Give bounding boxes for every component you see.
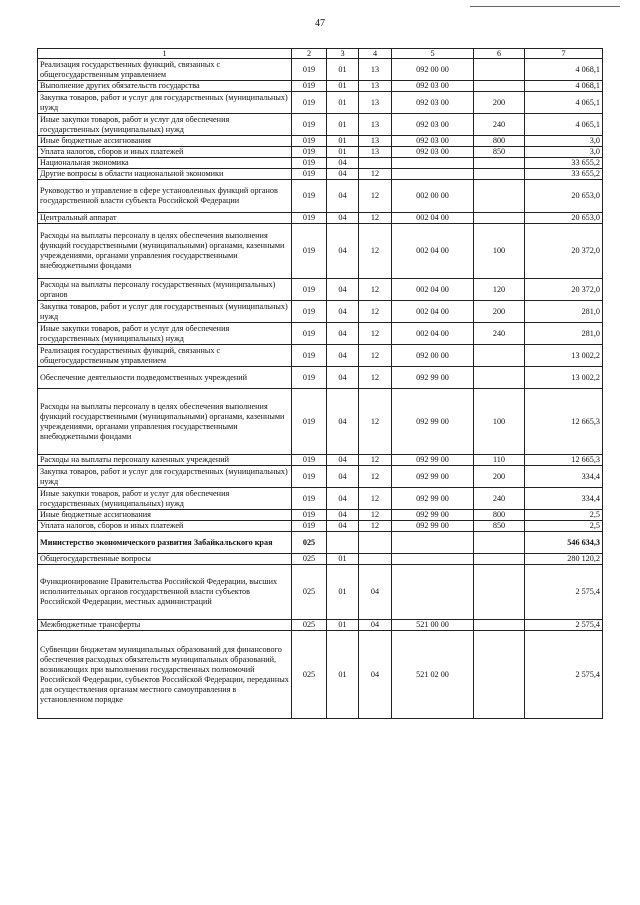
row-name: Уплата налогов, сборов и иных платежей (38, 521, 292, 532)
ministry-code: 025 (292, 565, 327, 620)
row-name: Иные бюджетные ассигнования (38, 510, 292, 521)
table-row (38, 180, 603, 213)
subsection-code: 12 (359, 345, 392, 367)
subsection-code: 04 (359, 631, 392, 719)
expense-type-code (474, 59, 525, 81)
table-row (38, 554, 603, 565)
row-name: Другие вопросы в области национальной экономики (38, 169, 292, 180)
table-row (38, 367, 603, 389)
expense-type-code: 100 (474, 224, 525, 279)
section-code: 04 (327, 158, 359, 169)
table-row (38, 565, 603, 620)
target-code: 002 04 00 (392, 213, 474, 224)
expense-type-code: 120 (474, 279, 525, 301)
section-code: 04 (327, 521, 359, 532)
subsection-code: 12 (359, 180, 392, 213)
expense-type-code (474, 620, 525, 631)
target-code: 002 04 00 (392, 224, 474, 279)
amount: 33 655,2 (525, 158, 603, 169)
ministry-code: 019 (292, 389, 327, 455)
amount: 281,0 (525, 323, 603, 345)
section-code: 04 (327, 224, 359, 279)
expense-type-code: 100 (474, 389, 525, 455)
ministry-code: 019 (292, 466, 327, 488)
section-code: 01 (327, 565, 359, 620)
amount: 280 120,2 (525, 554, 603, 565)
ministry-code: 019 (292, 158, 327, 169)
target-code: 002 04 00 (392, 279, 474, 301)
target-code: 092 99 00 (392, 521, 474, 532)
ministry-code: 019 (292, 367, 327, 389)
section-code: 04 (327, 488, 359, 510)
row-name: Выполнение других обязательств государства (38, 81, 292, 92)
target-code: 002 04 00 (392, 323, 474, 345)
target-code: 521 00 00 (392, 620, 474, 631)
section-code: 04 (327, 510, 359, 521)
table-row (38, 455, 603, 466)
target-code (392, 169, 474, 180)
expense-type-code: 200 (474, 466, 525, 488)
expense-type-code: 240 (474, 114, 525, 136)
target-code (392, 565, 474, 620)
subsection-code: 13 (359, 81, 392, 92)
table-row (38, 620, 603, 631)
table-row (38, 169, 603, 180)
amount: 4 065,1 (525, 92, 603, 114)
table-row (38, 510, 603, 521)
section-code: 01 (327, 147, 359, 158)
ministry-code: 025 (292, 631, 327, 719)
subsection-code: 12 (359, 224, 392, 279)
section-code: 04 (327, 180, 359, 213)
row-name: Реализация государственных функций, связанных с общегосударственным управлением (38, 345, 292, 367)
table-header-row (38, 49, 603, 59)
target-code: 092 99 00 (392, 455, 474, 466)
expense-type-code: 800 (474, 510, 525, 521)
subsection-code: 12 (359, 367, 392, 389)
ministry-code: 019 (292, 323, 327, 345)
amount: 334,4 (525, 488, 603, 510)
table-row (38, 532, 603, 554)
amount: 20 372,0 (525, 279, 603, 301)
ministry-code: 019 (292, 345, 327, 367)
target-code (392, 532, 474, 554)
subsection-code: 12 (359, 488, 392, 510)
target-code: 092 03 00 (392, 147, 474, 158)
row-name: Министерство экономического развития Забайкальского края (38, 532, 292, 554)
row-name: Расходы на выплаты персоналу в целях обеспечения выполнения функций государственными (муниципальными) органами, казенными учреждениями, органами управления государственными внебюджетными фондами (38, 389, 292, 455)
expense-type-code (474, 81, 525, 92)
expense-type-code (474, 169, 525, 180)
subsection-code: 12 (359, 169, 392, 180)
expense-type-code (474, 532, 525, 554)
section-code: 04 (327, 466, 359, 488)
amount: 4 068,1 (525, 59, 603, 81)
ministry-code: 019 (292, 169, 327, 180)
subsection-code (359, 532, 392, 554)
table-row (38, 92, 603, 114)
top-rule (470, 6, 620, 7)
table-row (38, 488, 603, 510)
header-cell: 4 (359, 49, 392, 59)
row-name: Иные закупки товаров, работ и услуг для обеспечения государственных (муниципальных) нужд (38, 114, 292, 136)
ministry-code: 019 (292, 180, 327, 213)
amount: 546 634,3 (525, 532, 603, 554)
ministry-code: 019 (292, 213, 327, 224)
ministry-code: 019 (292, 279, 327, 301)
section-code: 01 (327, 631, 359, 719)
amount: 4 065,1 (525, 114, 603, 136)
section-code: 04 (327, 345, 359, 367)
ministry-code: 019 (292, 147, 327, 158)
subsection-code: 12 (359, 455, 392, 466)
row-name: Расходы на выплаты персоналу государственных (муниципальных) органов (38, 279, 292, 301)
row-name: Иные бюджетные ассигнования (38, 136, 292, 147)
section-code: 01 (327, 81, 359, 92)
table-row (38, 631, 603, 719)
target-code: 002 04 00 (392, 301, 474, 323)
amount: 2,5 (525, 521, 603, 532)
subsection-code: 13 (359, 114, 392, 136)
section-code: 01 (327, 554, 359, 565)
amount: 20 653,0 (525, 180, 603, 213)
expense-type-code: 240 (474, 323, 525, 345)
subsection-code: 12 (359, 521, 392, 532)
table-row (38, 224, 603, 279)
subsection-code: 04 (359, 620, 392, 631)
row-name: Национальная экономика (38, 158, 292, 169)
expense-type-code (474, 345, 525, 367)
expense-type-code (474, 180, 525, 213)
subsection-code: 12 (359, 323, 392, 345)
subsection-code (359, 158, 392, 169)
subsection-code: 13 (359, 147, 392, 158)
expense-type-code (474, 367, 525, 389)
amount: 20 372,0 (525, 224, 603, 279)
row-name: Расходы на выплаты персоналу в целях обеспечения выполнения функций государственными (муниципальными) органами, казенными учреждениями, органами управления государственными внебюджетными фондами (38, 224, 292, 279)
table-row (38, 521, 603, 532)
ministry-code: 019 (292, 521, 327, 532)
amount: 12 665,3 (525, 389, 603, 455)
table-row (38, 389, 603, 455)
expense-type-code: 240 (474, 488, 525, 510)
row-name: Реализация государственных функций, связанных с общегосударственным управлением (38, 59, 292, 81)
ministry-code: 019 (292, 224, 327, 279)
subsection-code: 12 (359, 389, 392, 455)
section-code: 01 (327, 92, 359, 114)
ministry-code: 025 (292, 532, 327, 554)
header-cell: 1 (38, 49, 292, 59)
row-name: Общегосударственные вопросы (38, 554, 292, 565)
subsection-code: 13 (359, 136, 392, 147)
target-code: 521 02 00 (392, 631, 474, 719)
subsection-code: 12 (359, 301, 392, 323)
table-row (38, 59, 603, 81)
section-code: 01 (327, 620, 359, 631)
target-code (392, 158, 474, 169)
row-name: Руководство и управление в сфере установленных функций органов государственной власти субъекта Российской Федерации (38, 180, 292, 213)
subsection-code: 12 (359, 213, 392, 224)
expense-type-code: 850 (474, 147, 525, 158)
expense-type-code (474, 565, 525, 620)
subsection-code: 13 (359, 92, 392, 114)
table-row (38, 466, 603, 488)
expense-type-code: 200 (474, 301, 525, 323)
header-cell: 2 (292, 49, 327, 59)
amount: 13 002,2 (525, 367, 603, 389)
amount: 281,0 (525, 301, 603, 323)
ministry-code: 025 (292, 620, 327, 631)
table-row (38, 147, 603, 158)
ministry-code: 019 (292, 81, 327, 92)
section-code: 04 (327, 213, 359, 224)
row-name: Субвенции бюджетам муниципальных образований для финансового обеспечения расходных обязательств муниципальных образований, возникающих при выполнении государственных полномочий Российской Федерации, субъектов Российской Федерации, переданных для осуществления органам местного самоуправления в установленном порядке (38, 631, 292, 719)
expense-type-code: 200 (474, 92, 525, 114)
section-code: 04 (327, 367, 359, 389)
amount: 2 575,4 (525, 565, 603, 620)
expense-type-code: 110 (474, 455, 525, 466)
row-name: Закупка товаров, работ и услуг для государственных (муниципальных) нужд (38, 466, 292, 488)
ministry-code: 025 (292, 554, 327, 565)
amount: 2 575,4 (525, 620, 603, 631)
section-code: 01 (327, 114, 359, 136)
row-name: Обеспечение деятельности подведомственных учреждений (38, 367, 292, 389)
expense-type-code (474, 631, 525, 719)
header-cell: 6 (474, 49, 525, 59)
target-code: 092 99 00 (392, 488, 474, 510)
table-row (38, 158, 603, 169)
expense-type-code (474, 213, 525, 224)
ministry-code: 019 (292, 301, 327, 323)
table-row (38, 279, 603, 301)
table-row (38, 213, 603, 224)
expense-type-code: 850 (474, 521, 525, 532)
row-name: Центральный аппарат (38, 213, 292, 224)
ministry-code: 019 (292, 455, 327, 466)
row-name: Уплата налогов, сборов и иных платежей (38, 147, 292, 158)
subsection-code: 12 (359, 279, 392, 301)
amount: 20 653,0 (525, 213, 603, 224)
amount: 2,5 (525, 510, 603, 521)
expense-type-code: 800 (474, 136, 525, 147)
expense-type-code (474, 158, 525, 169)
section-code: 01 (327, 136, 359, 147)
subsection-code (359, 554, 392, 565)
section-code: 04 (327, 169, 359, 180)
row-name: Межбюджетные трансферты (38, 620, 292, 631)
header-cell: 5 (392, 49, 474, 59)
target-code: 092 00 00 (392, 59, 474, 81)
subsection-code: 12 (359, 466, 392, 488)
section-code: 01 (327, 59, 359, 81)
row-name: Закупка товаров, работ и услуг для государственных (муниципальных) нужд (38, 92, 292, 114)
ministry-code: 019 (292, 136, 327, 147)
ministry-code: 019 (292, 59, 327, 81)
target-code: 092 99 00 (392, 466, 474, 488)
section-code (327, 532, 359, 554)
amount: 3,0 (525, 147, 603, 158)
row-name: Расходы на выплаты персоналу казенных учреждений (38, 455, 292, 466)
target-code: 092 03 00 (392, 114, 474, 136)
header-cell: 3 (327, 49, 359, 59)
subsection-code: 12 (359, 510, 392, 521)
section-code: 04 (327, 455, 359, 466)
target-code: 092 03 00 (392, 136, 474, 147)
amount: 334,4 (525, 466, 603, 488)
amount: 3,0 (525, 136, 603, 147)
amount: 2 575,4 (525, 631, 603, 719)
ministry-code: 019 (292, 488, 327, 510)
amount: 13 002,2 (525, 345, 603, 367)
row-name: Функционирование Правительства Российской Федерации, высших исполнительных органов государственной власти субъектов Российской Федерации, местных администраций (38, 565, 292, 620)
target-code: 092 99 00 (392, 510, 474, 521)
header-cell: 7 (525, 49, 603, 59)
target-code (392, 554, 474, 565)
amount: 4 068,1 (525, 81, 603, 92)
ministry-code: 019 (292, 92, 327, 114)
amount: 12 665,3 (525, 455, 603, 466)
target-code: 092 99 00 (392, 367, 474, 389)
target-code: 092 99 00 (392, 389, 474, 455)
section-code: 04 (327, 279, 359, 301)
target-code: 002 00 00 (392, 180, 474, 213)
table-row (38, 345, 603, 367)
target-code: 092 03 00 (392, 81, 474, 92)
table-row (38, 136, 603, 147)
target-code: 092 03 00 (392, 92, 474, 114)
ministry-code: 019 (292, 114, 327, 136)
table-row (38, 301, 603, 323)
budget-table (37, 48, 603, 719)
row-name: Закупка товаров, работ и услуг для государственных (муниципальных) нужд (38, 301, 292, 323)
section-code: 04 (327, 323, 359, 345)
ministry-code: 019 (292, 510, 327, 521)
table-row (38, 114, 603, 136)
subsection-code: 04 (359, 565, 392, 620)
page-number: 47 (315, 18, 325, 29)
amount: 33 655,2 (525, 169, 603, 180)
table-row (38, 81, 603, 92)
expense-type-code (474, 554, 525, 565)
subsection-code: 13 (359, 59, 392, 81)
section-code: 04 (327, 301, 359, 323)
row-name: Иные закупки товаров, работ и услуг для обеспечения государственных (муниципальных) нужд (38, 488, 292, 510)
target-code: 092 00 00 (392, 345, 474, 367)
section-code: 04 (327, 389, 359, 455)
row-name: Иные закупки товаров, работ и услуг для обеспечения государственных (муниципальных) нужд (38, 323, 292, 345)
table-row (38, 323, 603, 345)
